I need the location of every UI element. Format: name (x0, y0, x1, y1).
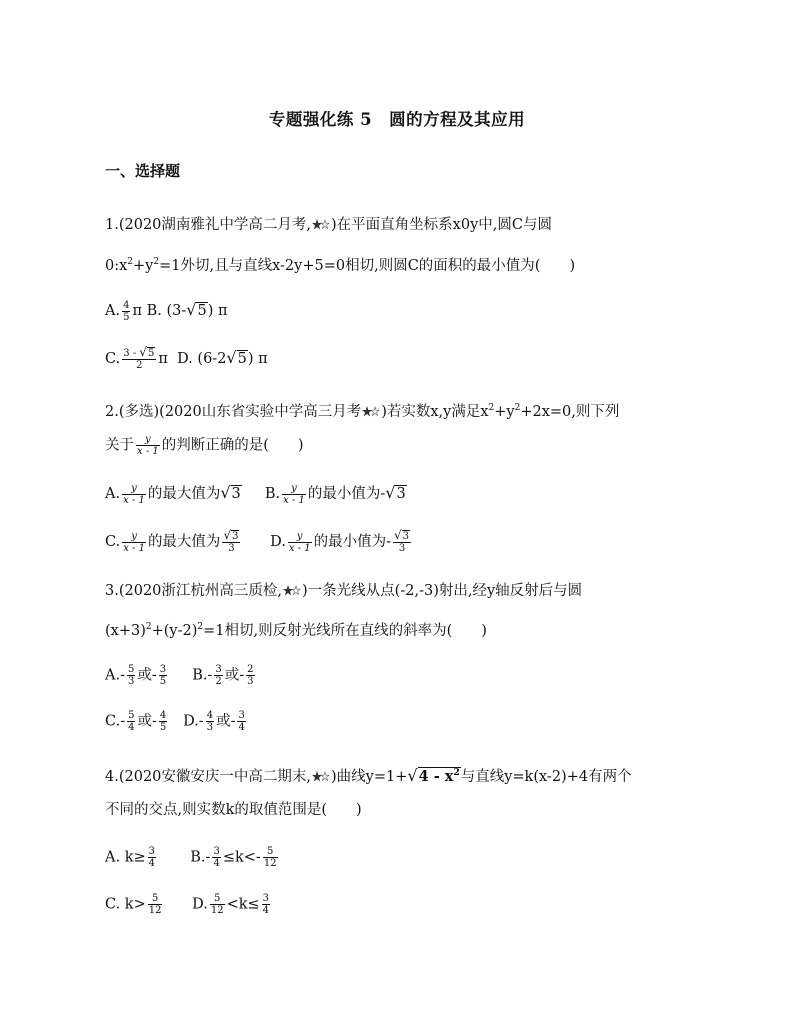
question-number: 3. (105, 583, 119, 599)
question-text: )曲线y=1+ (331, 769, 408, 785)
question-number: 2. (105, 404, 119, 420)
option-a-text: 的最大值为 (147, 486, 221, 502)
question-source: (2020浙江杭州高三质检, (118, 583, 283, 599)
fraction: $\frac{4}{5}$ (123, 299, 130, 323)
superscript: 2 (197, 622, 204, 632)
star-rating-icon (362, 406, 380, 418)
question-text: 不同的交点,则实数k的取值范围是( ) (105, 802, 362, 818)
option-c-label: C. (105, 534, 121, 550)
superscript: 2 (145, 622, 152, 632)
fraction: $\frac{y}{x - 1}$ (288, 530, 311, 554)
question-text: +2x=0,则下列 (520, 404, 620, 420)
sqrt: $√4 - x^2$ (407, 766, 460, 785)
question-text: 关于 (105, 437, 134, 454)
option-d-text: (6-2√5) (197, 348, 254, 367)
option-c-text: 的最大值为 (147, 534, 221, 550)
question-text: 0:x (105, 258, 128, 274)
question-2-options-cd (105, 530, 413, 554)
question-text: =1外切,且与直线x-2y+5=0相切,则圆C的面积的最小值为( ) (159, 258, 576, 274)
or-text: 或 (137, 667, 152, 684)
question-1-line-2 (105, 251, 575, 277)
option-a-label: A. (105, 849, 121, 866)
fraction: $\frac{5}{12}$ (148, 893, 162, 916)
question-3-line-1 (105, 580, 582, 602)
question-2-line-2 (105, 434, 304, 457)
option-b-label: B. (192, 667, 208, 684)
question-number: 4. (105, 769, 119, 785)
fraction: $\frac{4}{3}$ (206, 710, 214, 733)
option-d-label: D. (270, 534, 286, 550)
question-text: )若实数x,y满足x (381, 404, 489, 420)
fraction: $\frac{3}{4}$ (262, 893, 270, 916)
fraction: $\frac{5}{12}$ (210, 893, 224, 916)
fraction: $\frac{3}{2}$ (215, 664, 222, 687)
option-b-text: 的最小值为- (307, 486, 386, 502)
fraction: $\frac{2}{3}$ (247, 664, 254, 687)
option-c-text: k> (124, 896, 146, 913)
option-b-label: B. (264, 486, 281, 502)
question-text: +(y-2) (151, 623, 198, 639)
question-source: (2020安徽安庆一中高二期末, (118, 769, 312, 785)
star-rating-icon (312, 771, 330, 783)
superscript: 2 (153, 257, 160, 267)
option-d-text: <k≤ (226, 896, 260, 913)
option-b-text: (3-√5) (166, 300, 214, 319)
fraction: $\frac{3}{4}$ (148, 846, 156, 869)
star-rating-icon (283, 585, 301, 597)
option-a-text: k≥ (124, 849, 146, 866)
sqrt: √3 (220, 483, 241, 502)
or-text: 或 (216, 713, 231, 730)
fraction: $\frac{y}{x - 1}$ (123, 530, 145, 554)
fraction: $\frac{3}{4}$ (213, 846, 220, 869)
superscript: 2 (127, 257, 134, 267)
question-text: =1相切,则反射光线所在直线的斜率为( ) (203, 623, 487, 639)
option-d-text: 的最小值为- (313, 534, 391, 550)
question-text: 与直线y=k(x-2)+4有两个 (460, 769, 632, 785)
or-text: 或 (137, 713, 152, 730)
question-text: +y (133, 258, 154, 274)
fraction: $\frac{y}{x - 1}$ (123, 482, 145, 506)
fraction: $\frac{4}{5}$ (159, 710, 167, 733)
section-heading: 一、选择题 (105, 162, 181, 180)
question-number: 1. (105, 217, 119, 233)
superscript: 2 (488, 403, 495, 413)
page-title: 专题强化练 5 圆的方程及其应用 (268, 110, 526, 129)
or-text: 或 (224, 667, 240, 684)
option-c-label: C. (105, 713, 121, 730)
option-b-text: ≤k<- (222, 849, 261, 866)
option-a-label: A. (105, 303, 121, 319)
question-4-options-ab: A. k≥ $\frac{3}{4}$ B.- $\frac{3}{4}$ ≤k<- $\frac{5}{12}$ (105, 846, 277, 869)
question-4-line-1 (105, 762, 632, 788)
option-a-label: A. (105, 486, 121, 502)
fraction: $\frac{√3}{3}$ (223, 528, 239, 554)
question-2-line-1 (105, 397, 619, 423)
star-rating-icon (312, 219, 330, 231)
question-text: +y (494, 404, 515, 420)
sqrt: √3 (385, 483, 406, 502)
option-d-label: D. (192, 896, 208, 913)
fraction: $\frac{3 - √5}{2}$ (123, 345, 155, 371)
option-c-label: C. (105, 896, 121, 913)
fraction: $\frac{3}{5}$ (159, 664, 167, 687)
option-d-label: D. (177, 351, 193, 367)
question-3-line-2 (105, 616, 487, 642)
fraction: $\frac{√3}{3}$ (394, 528, 410, 554)
question-1-options-cd (105, 347, 268, 371)
pi-symbol: π (132, 303, 142, 319)
option-c-label: C. (105, 351, 121, 367)
superscript: 2 (514, 403, 521, 413)
option-a-label: A. (105, 667, 121, 684)
question-text: )一条光线从点(-2,-3)射出,经y轴反射后与圆 (302, 583, 583, 599)
question-4-options-cd (105, 893, 272, 916)
question-source: (多选)(2020山东省实验中学高三月考 (118, 404, 362, 420)
fraction: $\frac{3}{4}$ (238, 710, 245, 733)
option-b-label: B. (146, 303, 162, 319)
fraction: $\frac{5}{4}$ (128, 710, 135, 733)
question-3-options-ab: A.- $\frac{5}{3}$ 或- $\frac{3}{5}$ B.- $\frac{3}{2}$ 或- $\frac{2}{3}$ (105, 664, 254, 687)
question-text: )在平面直角坐标系x0y中,圆C与圆 (331, 217, 552, 233)
option-d-label: D. (183, 713, 199, 730)
question-source: (2020湖南雅礼中学高二月考, (118, 217, 312, 233)
question-text: (x+3) (105, 623, 146, 639)
pi-symbol: π (258, 351, 268, 367)
question-2-options-ab (105, 482, 407, 506)
fraction: $\frac{5}{3}$ (128, 664, 135, 687)
pi-symbol: π (158, 351, 168, 367)
pi-symbol: π (218, 303, 228, 319)
fraction: $\frac{y}{x - 1}$ (137, 434, 159, 457)
fraction: $\frac{y}{x - 1}$ (283, 482, 305, 506)
fraction: $\frac{5}{12}$ (263, 846, 277, 869)
option-b-label: B. (190, 849, 206, 866)
question-1-line-1 (105, 214, 552, 236)
question-3-options-cd: C.- $\frac{5}{4}$ 或- $\frac{4}{5}$ D.- $\frac{4}{3}$ 或- $\frac{3}{4}$ (105, 710, 245, 733)
question-1-options-ab (105, 299, 228, 323)
question-4-line-2 (105, 799, 362, 821)
question-text: 的判断正确的是( ) (161, 437, 304, 454)
